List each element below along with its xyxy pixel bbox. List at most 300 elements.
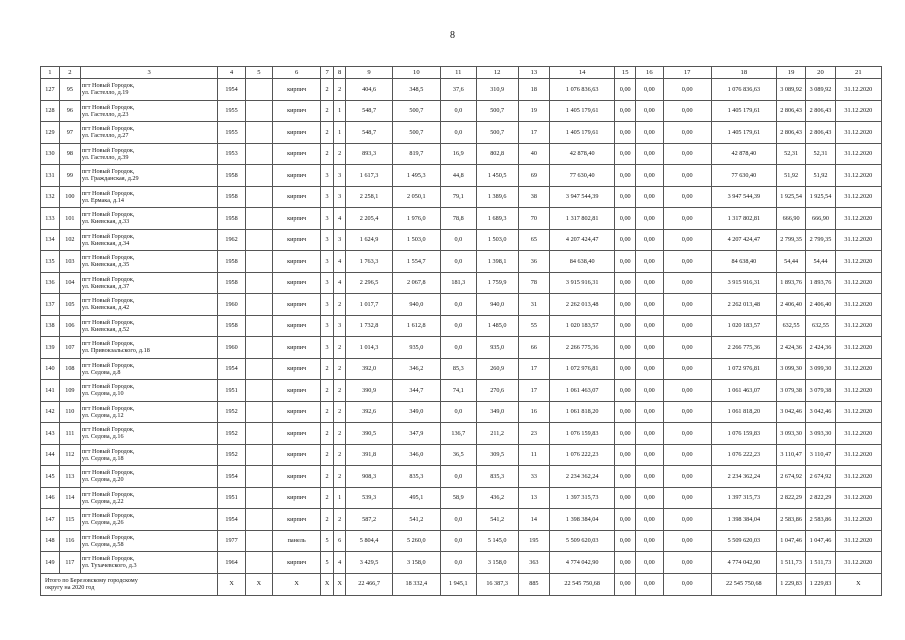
table-cell: 52,31 bbox=[806, 143, 835, 165]
table-cell bbox=[245, 530, 272, 552]
table-cell bbox=[245, 315, 272, 337]
table-cell: 3 093,30 bbox=[776, 423, 805, 445]
table-cell: кирпич bbox=[273, 401, 321, 423]
table-cell bbox=[245, 143, 272, 165]
table-cell: 1 317 802,81 bbox=[550, 208, 615, 230]
table-cell: 1958 bbox=[218, 208, 245, 230]
table-cell bbox=[245, 401, 272, 423]
column-number-cell: 8 bbox=[333, 67, 346, 79]
table-cell: 36,5 bbox=[440, 444, 476, 466]
table-cell: 0,00 bbox=[636, 79, 663, 101]
table-cell: 0,00 bbox=[636, 294, 663, 316]
table-cell bbox=[245, 294, 272, 316]
table-cell bbox=[245, 487, 272, 509]
table-cell: 0,00 bbox=[636, 401, 663, 423]
table-cell: 1954 bbox=[218, 509, 245, 531]
table-cell: 211,2 bbox=[476, 423, 518, 445]
table-cell: 1 047,46 bbox=[776, 530, 805, 552]
total-cell: 16 387,3 bbox=[476, 573, 518, 595]
table-cell: 0,00 bbox=[615, 466, 636, 488]
table-cell: 1 061 818,20 bbox=[711, 401, 776, 423]
table-cell: 31.12.2020 bbox=[835, 229, 881, 251]
table-row bbox=[41, 122, 882, 144]
table-cell: 632,55 bbox=[806, 315, 835, 337]
address-cell bbox=[80, 487, 218, 509]
table-cell: 3 947 544,39 bbox=[550, 186, 615, 208]
table-cell: 31.12.2020 bbox=[835, 100, 881, 122]
table-cell: 31.12.2020 bbox=[835, 380, 881, 402]
table-cell: 1 763,3 bbox=[346, 251, 392, 273]
total-cell: X bbox=[321, 573, 334, 595]
table-cell: 5 260,0 bbox=[392, 530, 440, 552]
table-cell: 3 089,92 bbox=[776, 79, 805, 101]
house-number-cell: 115 bbox=[59, 509, 80, 531]
house-number-cell: 106 bbox=[59, 315, 80, 337]
table-cell: 548,7 bbox=[346, 122, 392, 144]
table-cell: 1 076 836,63 bbox=[711, 79, 776, 101]
table-cell: 31.12.2020 bbox=[835, 444, 881, 466]
address-line-1: пгт Новый Городок, bbox=[81, 168, 135, 176]
table-cell: 0,0 bbox=[440, 401, 476, 423]
table-cell: 1 017,7 bbox=[346, 294, 392, 316]
table-cell: 0,00 bbox=[615, 552, 636, 574]
table-cell: 1 389,6 bbox=[476, 186, 518, 208]
house-number-cell: 98 bbox=[59, 143, 80, 165]
table-cell: 1952 bbox=[218, 401, 245, 423]
table-cell: 0,00 bbox=[615, 337, 636, 359]
table-cell: 1960 bbox=[218, 294, 245, 316]
table-cell: 0,0 bbox=[440, 315, 476, 337]
table-cell: 539,3 bbox=[346, 487, 392, 509]
table-cell: кирпич bbox=[273, 143, 321, 165]
address-line-2: ул. Гастелло, д.23 bbox=[81, 110, 129, 118]
table-cell: 0,00 bbox=[615, 208, 636, 230]
table-row bbox=[41, 294, 882, 316]
table-cell: 3 bbox=[333, 229, 346, 251]
table-cell: 835,3 bbox=[476, 466, 518, 488]
table-cell: 0,00 bbox=[663, 401, 711, 423]
table-cell: 4 207 424,47 bbox=[711, 229, 776, 251]
table-cell: 0,00 bbox=[615, 315, 636, 337]
table-cell: 0,00 bbox=[663, 315, 711, 337]
row-number-cell: 145 bbox=[41, 466, 60, 488]
row-number-cell: 131 bbox=[41, 165, 60, 187]
table-row bbox=[41, 143, 882, 165]
table-cell: 4 bbox=[333, 552, 346, 574]
table-cell: 2 bbox=[321, 487, 334, 509]
table-cell: 181,3 bbox=[440, 272, 476, 294]
house-number-cell: 114 bbox=[59, 487, 80, 509]
row-number-cell: 133 bbox=[41, 208, 60, 230]
table-cell: 1 503,0 bbox=[476, 229, 518, 251]
table-cell: 802,8 bbox=[476, 143, 518, 165]
table-cell: 0,00 bbox=[663, 444, 711, 466]
row-number-cell: 140 bbox=[41, 358, 60, 380]
table-cell: 390,5 bbox=[346, 423, 392, 445]
table-cell: 2 bbox=[321, 401, 334, 423]
table-cell: 0,00 bbox=[636, 122, 663, 144]
table-cell: 3 bbox=[321, 337, 334, 359]
table-cell: 44,8 bbox=[440, 165, 476, 187]
table-cell: 2 406,40 bbox=[776, 294, 805, 316]
table-cell: 0,00 bbox=[663, 423, 711, 445]
table-cell: 2 bbox=[321, 509, 334, 531]
table-cell: 0,00 bbox=[615, 509, 636, 531]
table-cell: 31.12.2020 bbox=[835, 530, 881, 552]
column-number-cell: 20 bbox=[806, 67, 835, 79]
address-line-1: пгт Новый Городок, bbox=[81, 275, 135, 283]
table-cell: 5 bbox=[321, 552, 334, 574]
table-cell: 2 583,86 bbox=[806, 509, 835, 531]
table-cell: 2 822,29 bbox=[806, 487, 835, 509]
table-cell: 2 205,4 bbox=[346, 208, 392, 230]
table-cell: 3 099,30 bbox=[776, 358, 805, 380]
table-cell: 0,00 bbox=[636, 444, 663, 466]
table-cell: 18 bbox=[518, 79, 549, 101]
table-cell: 309,5 bbox=[476, 444, 518, 466]
table-cell: 1 398 384,04 bbox=[711, 509, 776, 531]
table-cell: 1 076 836,63 bbox=[550, 79, 615, 101]
table-cell: 819,7 bbox=[392, 143, 440, 165]
table-cell: 1 405 179,61 bbox=[711, 100, 776, 122]
table-cell: 2 266 775,36 bbox=[711, 337, 776, 359]
table-cell: 2 424,36 bbox=[776, 337, 805, 359]
address-line-2: ул. Киевская, д.33 bbox=[81, 218, 130, 226]
table-cell: 541,2 bbox=[392, 509, 440, 531]
table-cell: 5 145,0 bbox=[476, 530, 518, 552]
table-row bbox=[41, 79, 882, 101]
table-cell: 65 bbox=[518, 229, 549, 251]
row-number-cell: 136 bbox=[41, 272, 60, 294]
table-cell: 0,00 bbox=[663, 380, 711, 402]
table-cell: 84 638,40 bbox=[711, 251, 776, 273]
table-cell: кирпич bbox=[273, 552, 321, 574]
table-cell: 0,00 bbox=[636, 186, 663, 208]
address-line-2: ул. Седова, д.12 bbox=[81, 411, 124, 419]
total-cell: X bbox=[218, 573, 245, 595]
house-number-cell: 96 bbox=[59, 100, 80, 122]
table-cell: 2 674,92 bbox=[806, 466, 835, 488]
table-cell: 0,00 bbox=[615, 294, 636, 316]
table-cell: 85,3 bbox=[440, 358, 476, 380]
table-cell: 0,00 bbox=[663, 143, 711, 165]
house-number-cell: 99 bbox=[59, 165, 80, 187]
column-number-cell: 5 bbox=[245, 67, 272, 79]
table-cell: 587,2 bbox=[346, 509, 392, 531]
row-number-cell: 146 bbox=[41, 487, 60, 509]
table-cell: 1952 bbox=[218, 423, 245, 445]
table-cell: 77 630,40 bbox=[711, 165, 776, 187]
table-cell: 3 158,0 bbox=[392, 552, 440, 574]
table-cell: 1 485,0 bbox=[476, 315, 518, 337]
column-number-cell: 11 bbox=[440, 67, 476, 79]
table-cell: 1 bbox=[333, 487, 346, 509]
address-line-1: пгт Новый Городок, bbox=[81, 254, 135, 262]
table-cell: 1 317 802,81 bbox=[711, 208, 776, 230]
table-cell: 310,9 bbox=[476, 79, 518, 101]
total-cell: 1 945,1 bbox=[440, 573, 476, 595]
house-number-cell: 109 bbox=[59, 380, 80, 402]
table-cell: 4 bbox=[333, 272, 346, 294]
table-cell bbox=[245, 423, 272, 445]
table-cell: 31.12.2020 bbox=[835, 466, 881, 488]
table-cell: 1 076 159,83 bbox=[711, 423, 776, 445]
table-row bbox=[41, 487, 882, 509]
column-number-cell: 15 bbox=[615, 67, 636, 79]
table-cell: 31.12.2020 bbox=[835, 552, 881, 574]
table-cell: 2 262 013,48 bbox=[550, 294, 615, 316]
total-cell: 22 545 750,68 bbox=[711, 573, 776, 595]
table-cell: 54,44 bbox=[776, 251, 805, 273]
table-cell: 1 072 976,81 bbox=[711, 358, 776, 380]
table-cell: 4 207 424,47 bbox=[550, 229, 615, 251]
table-cell: 2 806,43 bbox=[776, 100, 805, 122]
table-cell: 1 925,54 bbox=[806, 186, 835, 208]
table-cell: 2 583,86 bbox=[776, 509, 805, 531]
table-cell: 0,00 bbox=[636, 423, 663, 445]
table-cell: 0,00 bbox=[615, 251, 636, 273]
table-row bbox=[41, 165, 882, 187]
table-cell: 935,0 bbox=[476, 337, 518, 359]
address-line-1: пгт Новый Городок, bbox=[81, 533, 135, 541]
table-cell: 349,0 bbox=[392, 401, 440, 423]
column-number-cell: 17 bbox=[663, 67, 711, 79]
address-line-2: ул. Седова, д.18 bbox=[81, 454, 124, 462]
table-cell: 3 110,47 bbox=[806, 444, 835, 466]
table-cell: 2 bbox=[333, 79, 346, 101]
house-number-cell: 110 bbox=[59, 401, 80, 423]
table-cell: 31.12.2020 bbox=[835, 315, 881, 337]
address-cell bbox=[80, 229, 218, 251]
table-cell: 0,00 bbox=[615, 487, 636, 509]
table-cell: 19 bbox=[518, 100, 549, 122]
table-cell: 1 450,5 bbox=[476, 165, 518, 187]
table-cell: 1958 bbox=[218, 165, 245, 187]
table-cell: 391,8 bbox=[346, 444, 392, 466]
row-number-cell: 142 bbox=[41, 401, 60, 423]
table-cell: 0,00 bbox=[663, 229, 711, 251]
table-cell: 3 089,92 bbox=[806, 79, 835, 101]
table-row bbox=[41, 229, 882, 251]
house-number-cell: 103 bbox=[59, 251, 80, 273]
address-line-1: пгт Новый Городок, bbox=[81, 361, 135, 369]
table-cell: 1954 bbox=[218, 79, 245, 101]
address-line-2: ул. Привокзальского, д.18 bbox=[81, 347, 150, 355]
table-cell: 2 266 775,36 bbox=[550, 337, 615, 359]
table-cell: 84 638,40 bbox=[550, 251, 615, 273]
address-cell bbox=[80, 143, 218, 165]
table-cell: 1 732,8 bbox=[346, 315, 392, 337]
table-row bbox=[41, 509, 882, 531]
address-cell bbox=[80, 272, 218, 294]
table-cell: 3 bbox=[321, 186, 334, 208]
table-cell: 0,00 bbox=[636, 315, 663, 337]
table-cell: 3 bbox=[321, 315, 334, 337]
total-cell: 22 545 750,68 bbox=[550, 573, 615, 595]
column-number-cell: 6 bbox=[273, 67, 321, 79]
table-cell: 2 234 362,24 bbox=[711, 466, 776, 488]
table-cell: 2 424,36 bbox=[806, 337, 835, 359]
table-cell: 1 511,73 bbox=[776, 552, 805, 574]
table-cell: 1 503,0 bbox=[392, 229, 440, 251]
table-cell: 0,0 bbox=[440, 229, 476, 251]
table-cell: 0,00 bbox=[615, 358, 636, 380]
table-cell bbox=[245, 208, 272, 230]
table-cell: 1955 bbox=[218, 100, 245, 122]
table-cell: 500,7 bbox=[476, 100, 518, 122]
table-row bbox=[41, 186, 882, 208]
house-number-cell: 108 bbox=[59, 358, 80, 380]
column-number-cell: 1 bbox=[41, 67, 60, 79]
table-cell: 1964 bbox=[218, 552, 245, 574]
table-cell: 69 bbox=[518, 165, 549, 187]
table-cell: 1 397 315,73 bbox=[550, 487, 615, 509]
address-cell bbox=[80, 423, 218, 445]
table-cell: кирпич bbox=[273, 208, 321, 230]
table-cell: 2 bbox=[333, 380, 346, 402]
table-cell bbox=[245, 337, 272, 359]
total-cell: 22 466,7 bbox=[346, 573, 392, 595]
table-cell: 2 bbox=[321, 444, 334, 466]
table-cell: 1 976,0 bbox=[392, 208, 440, 230]
house-number-cell: 113 bbox=[59, 466, 80, 488]
table-cell: 5 509 620,03 bbox=[550, 530, 615, 552]
table-cell: 1962 bbox=[218, 229, 245, 251]
table-cell: 0,00 bbox=[663, 186, 711, 208]
table-cell: 3 429,5 bbox=[346, 552, 392, 574]
table-cell: 2 799,35 bbox=[806, 229, 835, 251]
table-cell: 1 893,76 bbox=[776, 272, 805, 294]
table-cell: 0,00 bbox=[636, 509, 663, 531]
row-number-cell: 148 bbox=[41, 530, 60, 552]
table-cell: кирпич bbox=[273, 100, 321, 122]
house-number-cell: 112 bbox=[59, 444, 80, 466]
table-cell: 0,00 bbox=[636, 272, 663, 294]
table-cell: 2 806,43 bbox=[806, 100, 835, 122]
table-cell: 935,0 bbox=[392, 337, 440, 359]
table-cell: 1 020 183,57 bbox=[711, 315, 776, 337]
table-cell: 1951 bbox=[218, 380, 245, 402]
table-cell: 0,00 bbox=[663, 466, 711, 488]
table-cell: 392,0 bbox=[346, 358, 392, 380]
table-cell: 2 bbox=[333, 401, 346, 423]
table-cell: 2 822,29 bbox=[776, 487, 805, 509]
table-cell: 348,5 bbox=[392, 79, 440, 101]
table-cell: 79,1 bbox=[440, 186, 476, 208]
row-number-cell: 137 bbox=[41, 294, 60, 316]
table-cell: 392,6 bbox=[346, 401, 392, 423]
total-cell: 885 bbox=[518, 573, 549, 595]
table-cell: 2 bbox=[333, 143, 346, 165]
table-cell: 2 799,35 bbox=[776, 229, 805, 251]
table-cell: 548,7 bbox=[346, 100, 392, 122]
table-cell: 0,00 bbox=[636, 229, 663, 251]
address-cell bbox=[80, 100, 218, 122]
register-table bbox=[40, 66, 882, 596]
house-number-cell: 97 bbox=[59, 122, 80, 144]
total-label-line-2: округу на 2020 год bbox=[45, 584, 95, 591]
page-number: 8 bbox=[450, 30, 455, 41]
total-label-line-1: Итого по Березовскому городскому bbox=[45, 576, 138, 584]
table-cell: 1 061 818,20 bbox=[550, 401, 615, 423]
address-cell bbox=[80, 401, 218, 423]
table-row bbox=[41, 208, 882, 230]
table-cell: 5 804,4 bbox=[346, 530, 392, 552]
table-cell: 0,00 bbox=[615, 143, 636, 165]
table-row bbox=[41, 358, 882, 380]
table-cell: 0,00 bbox=[615, 100, 636, 122]
address-line-1: пгт Новый Городок, bbox=[81, 469, 135, 477]
address-line-1: пгт Новый Городок, bbox=[81, 125, 135, 133]
table-cell: панель bbox=[273, 530, 321, 552]
address-cell bbox=[80, 466, 218, 488]
address-line-1: пгт Новый Городок, bbox=[81, 232, 135, 240]
table-cell: 1 061 463,07 bbox=[711, 380, 776, 402]
table-cell: 1958 bbox=[218, 186, 245, 208]
address-line-1: пгт Новый Городок, bbox=[81, 404, 135, 412]
table-cell bbox=[245, 552, 272, 574]
house-number-cell: 107 bbox=[59, 337, 80, 359]
table-cell: 0,00 bbox=[663, 487, 711, 509]
row-number-cell: 149 bbox=[41, 552, 60, 574]
address-line-1: пгт Новый Городок, bbox=[81, 340, 135, 348]
table-cell: 3 bbox=[321, 294, 334, 316]
table-cell: 1955 bbox=[218, 122, 245, 144]
table-cell: 0,00 bbox=[663, 100, 711, 122]
row-number-cell: 129 bbox=[41, 122, 60, 144]
table-cell: кирпич bbox=[273, 79, 321, 101]
table-cell: 1 397 315,73 bbox=[711, 487, 776, 509]
row-number-cell: 134 bbox=[41, 229, 60, 251]
table-cell: 0,00 bbox=[636, 487, 663, 509]
table-cell: 2 bbox=[333, 337, 346, 359]
table-cell: 40 bbox=[518, 143, 549, 165]
table-row bbox=[41, 423, 882, 445]
table-cell: 3 110,47 bbox=[776, 444, 805, 466]
table-cell: 6 bbox=[333, 530, 346, 552]
table-cell: 3 099,30 bbox=[806, 358, 835, 380]
table-cell: 3 bbox=[321, 208, 334, 230]
table-cell: 0,00 bbox=[636, 208, 663, 230]
table-cell bbox=[245, 165, 272, 187]
table-cell: 347,9 bbox=[392, 423, 440, 445]
table-cell: 0,0 bbox=[440, 530, 476, 552]
table-cell: 1 398 384,04 bbox=[550, 509, 615, 531]
table-cell: 500,7 bbox=[392, 122, 440, 144]
table-cell bbox=[245, 380, 272, 402]
table-cell: 23 bbox=[518, 423, 549, 445]
table-cell: 42 878,40 bbox=[711, 143, 776, 165]
column-number-cell: 12 bbox=[476, 67, 518, 79]
table-cell: 940,0 bbox=[476, 294, 518, 316]
table-row bbox=[41, 380, 882, 402]
table-cell: 436,2 bbox=[476, 487, 518, 509]
table-row bbox=[41, 444, 882, 466]
table-cell: 0,00 bbox=[615, 530, 636, 552]
table-cell: 0,00 bbox=[663, 165, 711, 187]
table-cell: 31.12.2020 bbox=[835, 272, 881, 294]
table-cell: 1 511,73 bbox=[806, 552, 835, 574]
table-row bbox=[41, 272, 882, 294]
address-line-2: ул. Киевская, д.37 bbox=[81, 282, 130, 290]
table-cell: кирпич bbox=[273, 315, 321, 337]
table-cell: 1 405 179,61 bbox=[550, 100, 615, 122]
table-cell: 0,00 bbox=[615, 79, 636, 101]
table-cell: 500,7 bbox=[476, 122, 518, 144]
table-cell: 908,3 bbox=[346, 466, 392, 488]
table-cell: 1977 bbox=[218, 530, 245, 552]
table-cell: 31.12.2020 bbox=[835, 251, 881, 273]
